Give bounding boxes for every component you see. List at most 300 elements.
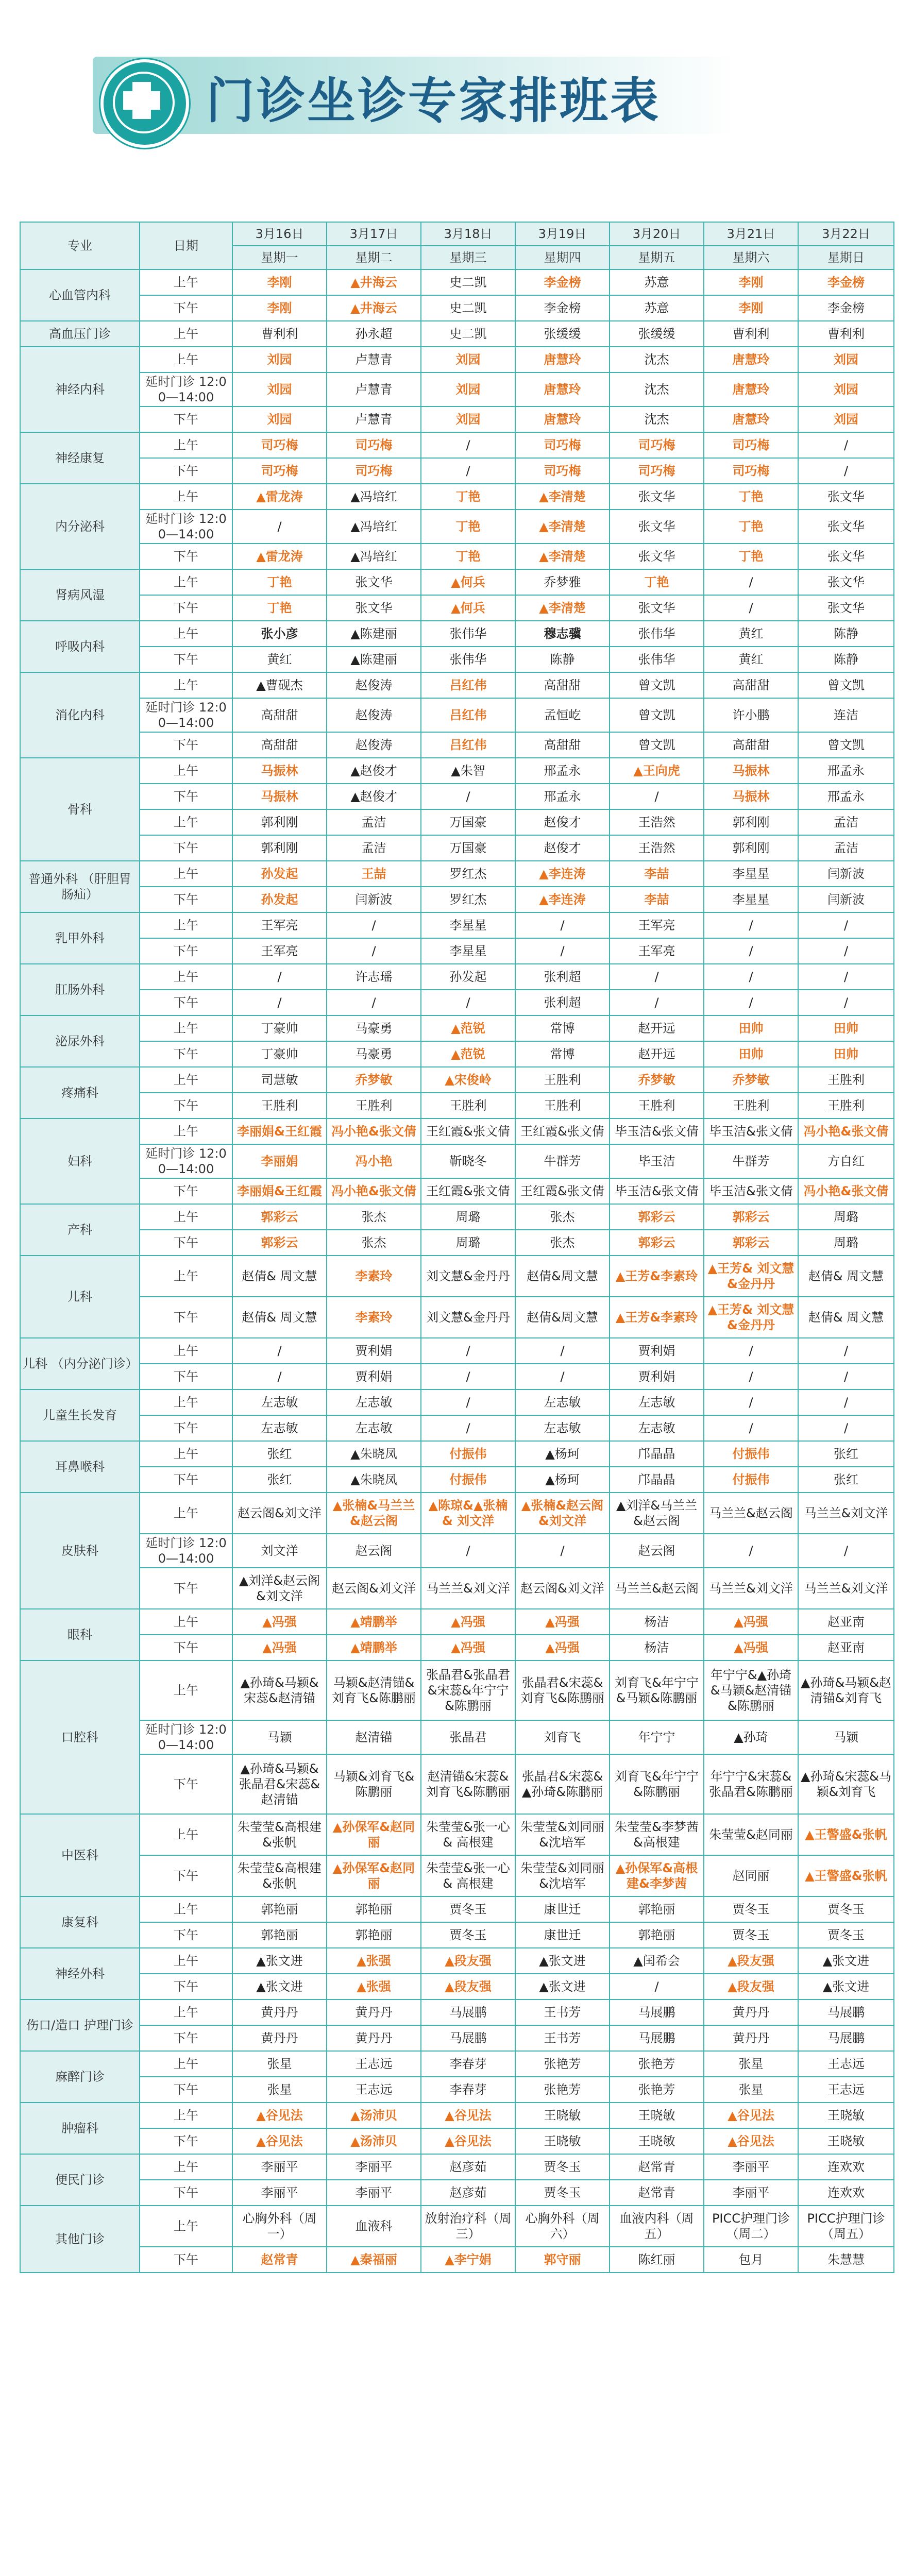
doctor-cell: 吕红伟 (421, 672, 515, 698)
doctor-cell: 付振伟 (704, 1441, 798, 1467)
doctor-cell: ▲张文进 (515, 1974, 610, 1999)
doctor-cell: 司巧梅 (232, 458, 327, 484)
doctor-cell: 赵俊才 (515, 835, 610, 861)
doctor-cell: 卢慧青 (327, 347, 421, 372)
slot-cell: 上午 (140, 321, 232, 347)
doctor-cell: 卢慧青 (327, 372, 421, 406)
doctor-cell: 李春芽 (421, 2051, 515, 2077)
doctor-cell: 唐慧玲 (515, 372, 610, 406)
doctor-cell: 赵倩& 周文慧 (232, 1256, 327, 1297)
doctor-cell: 黄红 (704, 647, 798, 672)
table-row (20, 672, 894, 698)
slot-cell: 上午 (140, 964, 232, 990)
slot-cell: 下午 (140, 990, 232, 1015)
doctor-cell: 郭彩云 (704, 1204, 798, 1230)
doctor-cell: ▲靖鹏举 (327, 1609, 421, 1635)
doctor-cell: / (421, 1415, 515, 1441)
doctor-cell: ▲段友强 (421, 1974, 515, 1999)
doctor-cell: 冯小艳&张文倩 (798, 1118, 894, 1144)
doctor-cell: 赵开远 (610, 1015, 704, 1041)
doctor-cell: 王军亮 (610, 938, 704, 964)
doctor-cell: ▲冯强 (421, 1635, 515, 1660)
table-row (20, 269, 894, 295)
doctor-cell: 赵倩&周文慧 (515, 1256, 610, 1297)
doctor-cell: 马展鹏 (421, 1999, 515, 2025)
doctor-cell: 沈杰 (610, 372, 704, 406)
doctor-cell: 毕玉洁&张文倩 (704, 1178, 798, 1204)
doctor-cell: ▲井海云 (327, 269, 421, 295)
doctor-cell: 赵俊涛 (327, 732, 421, 758)
doctor-cell: 赵清锚 (327, 1720, 421, 1754)
doctor-cell: 黄丹丹 (232, 1999, 327, 2025)
slot-cell: 下午 (140, 1855, 232, 1896)
doctor-cell: ▲王芳&李素玲 (610, 1256, 704, 1297)
doctor-cell: 血液科 (327, 2206, 421, 2247)
doctor-cell: 赵云阁&刘文洋 (327, 1568, 421, 1609)
doctor-cell: / (515, 938, 610, 964)
doctor-cell: 马兰兰&刘文洋 (421, 1568, 515, 1609)
slot-cell: 上午 (140, 1441, 232, 1467)
doctor-cell: 郭守丽 (515, 2247, 610, 2273)
doctor-cell: ▲张文进 (798, 1948, 894, 1974)
table-row (20, 698, 894, 732)
slot-cell: 下午 (140, 887, 232, 912)
doctor-cell: 马兰兰&刘文洋 (704, 1568, 798, 1609)
doctor-cell: ▲张楠&马兰兰&赵云阁 (327, 1493, 421, 1534)
table-row (20, 2154, 894, 2180)
doctor-cell: ▲孙琦&马颖&宋蕊&赵清锚 (232, 1660, 327, 1720)
doctor-cell: 李金榜 (515, 295, 610, 321)
doctor-cell: 高甜甜 (704, 732, 798, 758)
doctor-cell: 赵彦茹 (421, 2154, 515, 2180)
doctor-cell: 丁艳 (421, 544, 515, 569)
doctor-cell: 郭艳丽 (327, 1896, 421, 1922)
slot-cell: 下午 (140, 1364, 232, 1389)
doctor-cell: 李丽娟 (232, 1144, 327, 1178)
doctor-cell: 吕红伟 (421, 732, 515, 758)
slot-cell: 下午 (140, 2247, 232, 2273)
table-row (20, 2025, 894, 2051)
doctor-cell: / (421, 990, 515, 1015)
dept-cell: 泌尿外科 (20, 1015, 140, 1067)
doctor-cell: / (704, 990, 798, 1015)
doctor-cell: / (798, 432, 894, 458)
doctor-cell: ▲孙琦&马颖&张晶君&宋蕊&赵清锚 (232, 1754, 327, 1814)
doctor-cell: 赵常青 (232, 2247, 327, 2273)
doctor-cell: / (704, 1364, 798, 1389)
slot-cell: 下午 (140, 2180, 232, 2206)
slot-cell: 上午 (140, 1204, 232, 1230)
doctor-cell: ▲何兵 (421, 595, 515, 621)
doctor-cell: 左志敏 (327, 1389, 421, 1415)
doctor-cell: ▲宋俊岭 (421, 1067, 515, 1093)
doctor-cell: 丁艳 (704, 544, 798, 569)
slot-cell: 上午 (140, 1338, 232, 1364)
doctor-cell: / (515, 1364, 610, 1389)
doctor-cell: 张文华 (798, 484, 894, 510)
table-row (20, 2247, 894, 2273)
dept-cell: 神经外科 (20, 1948, 140, 1999)
doctor-cell: ▲冯培红 (327, 510, 421, 544)
doctor-cell: 朱莹莹&赵同丽 (704, 1814, 798, 1855)
doctor-cell: 张文华 (798, 510, 894, 544)
weekday-cell: 星期五 (610, 246, 704, 269)
doctor-cell: ▲段友强 (704, 1974, 798, 1999)
doctor-cell: 张星 (704, 2051, 798, 2077)
doctor-cell: 刘育飞&年宁宁&马颖&陈鹏丽 (610, 1660, 704, 1720)
slot-cell: 上午 (140, 1609, 232, 1635)
doctor-cell: 张红 (798, 1467, 894, 1493)
doctor-cell: 马颖 (798, 1720, 894, 1754)
doctor-cell: 年宁宁&▲孙琦&马颖&赵清锚&陈鹏丽 (704, 1660, 798, 1720)
slot-cell: 下午 (140, 595, 232, 621)
table-row (20, 2180, 894, 2206)
doctor-cell: ▲王警盛&张帆 (798, 1814, 894, 1855)
table-row (20, 1230, 894, 1256)
doctor-cell: 贾利娟 (610, 1338, 704, 1364)
doctor-cell: / (704, 964, 798, 990)
doctor-cell: 周璐 (421, 1230, 515, 1256)
doctor-cell: ▲井海云 (327, 295, 421, 321)
doctor-cell: 孟洁 (798, 835, 894, 861)
doctor-cell: 冯小艳&张文倩 (327, 1178, 421, 1204)
doctor-cell: ▲冯培红 (327, 544, 421, 569)
doctor-cell: ▲范锐 (421, 1015, 515, 1041)
doctor-cell: 付振伟 (704, 1467, 798, 1493)
dept-cell: 肛肠外科 (20, 964, 140, 1015)
doctor-cell: ▲陈建丽 (327, 647, 421, 672)
doctor-cell: ▲孙琦 (704, 1720, 798, 1754)
date-cell: 3月19日 (515, 222, 610, 246)
dept-cell: 儿科 (20, 1256, 140, 1338)
doctor-cell: 张杰 (327, 1204, 421, 1230)
slot-cell: 下午 (140, 1568, 232, 1609)
doctor-cell: / (232, 1338, 327, 1364)
doctor-cell: 闫新波 (798, 861, 894, 887)
doctor-cell: 高甜甜 (704, 672, 798, 698)
slot-cell: 下午 (140, 1415, 232, 1441)
doctor-cell: 李丽平 (327, 2154, 421, 2180)
doctor-cell: 李丽平 (232, 2180, 327, 2206)
date-cell: 3月20日 (610, 222, 704, 246)
doctor-cell: 孙发起 (421, 964, 515, 990)
doctor-cell: 苏意 (610, 269, 704, 295)
doctor-cell: ▲王警盛&张帆 (798, 1855, 894, 1896)
doctor-cell: ▲王芳& 刘文慧&金丹丹 (704, 1297, 798, 1338)
doctor-cell: 郭利刚 (704, 809, 798, 835)
table-row (20, 1389, 894, 1415)
doctor-cell: 司巧梅 (327, 458, 421, 484)
doctor-cell: 陈静 (798, 647, 894, 672)
doctor-cell: 唐慧玲 (704, 372, 798, 406)
doctor-cell: ▲范锐 (421, 1041, 515, 1067)
doctor-cell: ▲张文进 (232, 1974, 327, 1999)
doctor-cell: ▲曹砚杰 (232, 672, 327, 698)
table-row (20, 1204, 894, 1230)
dept-cell: 麻醉门诊 (20, 2051, 140, 2103)
doctor-cell: 李星星 (421, 912, 515, 938)
schedule-table-wrap (20, 222, 893, 2273)
doctor-cell: ▲雷龙涛 (232, 544, 327, 569)
doctor-cell: 张文华 (610, 510, 704, 544)
table-row (20, 1896, 894, 1922)
dept-cell: 儿科 （内分泌门诊） (20, 1338, 140, 1389)
doctor-cell: 曾文凯 (610, 698, 704, 732)
doctor-cell: 高甜甜 (232, 698, 327, 732)
table-row (20, 1568, 894, 1609)
doctor-cell: 陈静 (515, 647, 610, 672)
doctor-cell: ▲王芳&李素玲 (610, 1297, 704, 1338)
doctor-cell: 连欢欢 (798, 2154, 894, 2180)
doctor-cell: 付振伟 (421, 1441, 515, 1467)
slot-cell: 上午 (140, 1948, 232, 1974)
slot-cell: 下午 (140, 1178, 232, 1204)
slot-cell: 上午 (140, 672, 232, 698)
doctor-cell: 王书芳 (515, 1999, 610, 2025)
table-row (20, 1256, 894, 1297)
dept-cell: 高血压门诊 (20, 321, 140, 347)
table-row (20, 2077, 894, 2103)
doctor-cell: 王胜利 (798, 1067, 894, 1093)
slot-cell: 延时门诊 12:00—14:00 (140, 1144, 232, 1178)
slot-cell: 下午 (140, 1635, 232, 1660)
slot-cell: 下午 (140, 1041, 232, 1067)
doctor-cell: 吕红伟 (421, 698, 515, 732)
table-row (20, 1660, 894, 1720)
doctor-cell: 冯小艳&张文倩 (327, 1118, 421, 1144)
doctor-cell: / (327, 990, 421, 1015)
doctor-cell: 张伟华 (610, 621, 704, 647)
dept-cell: 中医科 (20, 1814, 140, 1896)
doctor-cell: 孟洁 (327, 835, 421, 861)
doctor-cell: ▲李清楚 (515, 544, 610, 569)
doctor-cell: 马豪勇 (327, 1015, 421, 1041)
doctor-cell: 赵云阁 (610, 1534, 704, 1568)
header-date: 日期 (140, 222, 232, 269)
table-row (20, 1144, 894, 1178)
slot-cell: 上午 (140, 1067, 232, 1093)
doctor-cell: 孟洁 (327, 809, 421, 835)
doctor-cell: 刘育飞 (515, 1720, 610, 1754)
slot-cell: 上午 (140, 2154, 232, 2180)
doctor-cell: ▲孙琦&宋蕊&马颖&刘育飞 (798, 1754, 894, 1814)
slot-cell: 上午 (140, 1015, 232, 1041)
table-row (20, 2051, 894, 2077)
doctor-cell: 张文华 (327, 569, 421, 595)
doctor-cell: 刘园 (232, 347, 327, 372)
doctor-cell: ▲朱晓凤 (327, 1441, 421, 1467)
table-row (20, 1493, 894, 1534)
doctor-cell: 赵俊涛 (327, 672, 421, 698)
slot-cell: 上午 (140, 347, 232, 372)
doctor-cell: 马兰兰&赵云阁 (610, 1568, 704, 1609)
doctor-cell: ▲陈琼&▲张楠& 刘文洋 (421, 1493, 515, 1534)
table-row (20, 1609, 894, 1635)
doctor-cell: 年宁宁 (610, 1720, 704, 1754)
doctor-cell: / (515, 912, 610, 938)
doctor-cell: 赵倩&周文慧 (515, 1297, 610, 1338)
doctor-cell: 靳晓冬 (421, 1144, 515, 1178)
doctor-cell: / (610, 1974, 704, 1999)
date-cell: 3月22日 (798, 222, 894, 246)
doctor-cell: 司巧梅 (515, 432, 610, 458)
doctor-cell: ▲何兵 (421, 569, 515, 595)
doctor-cell: 贾冬玉 (798, 1922, 894, 1948)
doctor-cell: 贾冬玉 (704, 1922, 798, 1948)
doctor-cell: 张红 (232, 1441, 327, 1467)
slot-cell: 下午 (140, 1467, 232, 1493)
doctor-cell: 王胜利 (421, 1093, 515, 1118)
doctor-cell: 张晶君&张晶君&宋蕊&年宁宁&陈鹏丽 (421, 1660, 515, 1720)
doctor-cell: / (798, 1364, 894, 1389)
doctor-cell: PICC护理门诊（周五） (798, 2206, 894, 2247)
doctor-cell: 刘文洋 (232, 1534, 327, 1568)
doctor-cell: 贾利娟 (327, 1364, 421, 1389)
doctor-cell: 郭利刚 (704, 835, 798, 861)
doctor-cell: 张利超 (515, 990, 610, 1015)
doctor-cell: 赵亚南 (798, 1609, 894, 1635)
doctor-cell: 张星 (232, 2077, 327, 2103)
table-row (20, 295, 894, 321)
slot-cell: 上午 (140, 1118, 232, 1144)
doctor-cell: ▲雷龙涛 (232, 484, 327, 510)
slot-cell: 上午 (140, 2103, 232, 2128)
doctor-cell: 孙永超 (327, 321, 421, 347)
slot-cell: 上午 (140, 912, 232, 938)
slot-cell: 下午 (140, 1093, 232, 1118)
doctor-cell: 郭艳丽 (327, 1922, 421, 1948)
table-row (20, 732, 894, 758)
doctor-cell: ▲李连涛 (515, 861, 610, 887)
doctor-cell: / (421, 432, 515, 458)
doctor-cell: ▲冯培红 (327, 484, 421, 510)
doctor-cell: ▲段友强 (421, 1948, 515, 1974)
doctor-cell: 刘育飞&年宁宁&陈鹏丽 (610, 1754, 704, 1814)
table-row (20, 1999, 894, 2025)
doctor-cell: ▲张文进 (798, 1974, 894, 1999)
slot-cell: 延时门诊 12:00—14:00 (140, 510, 232, 544)
doctor-cell: 刘园 (798, 347, 894, 372)
doctor-cell: 司巧梅 (610, 458, 704, 484)
weekday-cell: 星期一 (232, 246, 327, 269)
doctor-cell: 曾文凯 (610, 732, 704, 758)
doctor-cell: 高甜甜 (515, 732, 610, 758)
doctor-cell: 王喆 (327, 861, 421, 887)
doctor-cell: 郭彩云 (232, 1230, 327, 1256)
doctor-cell: 张艳芳 (515, 2051, 610, 2077)
doctor-cell: 马颖 (232, 1720, 327, 1754)
doctor-cell: 王志远 (798, 2077, 894, 2103)
doctor-cell: 张晶君&宋蕊&刘育飞&陈鹏丽 (515, 1660, 610, 1720)
table-row (20, 621, 894, 647)
dept-cell: 疼痛科 (20, 1067, 140, 1118)
weekday-cell: 星期日 (798, 246, 894, 269)
table-row (20, 938, 894, 964)
doctor-cell: / (704, 938, 798, 964)
doctor-cell: / (232, 990, 327, 1015)
doctor-cell: 李金榜 (798, 269, 894, 295)
slot-cell: 延时门诊 12:00—14:00 (140, 698, 232, 732)
doctor-cell: 马振林 (232, 784, 327, 809)
doctor-cell: 左志敏 (327, 1415, 421, 1441)
date-cell: 3月16日 (232, 222, 327, 246)
doctor-cell: 赵云阁&刘文洋 (515, 1568, 610, 1609)
doctor-cell: 赵清锚&宋蕊&刘育飞&陈鹏丽 (421, 1754, 515, 1814)
doctor-cell: 刘文慧&金丹丹 (421, 1256, 515, 1297)
doctor-cell: 王书芳 (515, 2025, 610, 2051)
doctor-cell: ▲李清楚 (515, 595, 610, 621)
doctor-cell: 闫新波 (327, 887, 421, 912)
doctor-cell: 李喆 (610, 861, 704, 887)
doctor-cell: / (798, 458, 894, 484)
table-row (20, 964, 894, 990)
doctor-cell: / (704, 1415, 798, 1441)
slot-cell: 上午 (140, 1493, 232, 1534)
doctor-cell: 邝晶晶 (610, 1441, 704, 1467)
doctor-cell: ▲刘洋&马兰兰&赵云阁 (610, 1493, 704, 1534)
doctor-cell: 曾文凯 (798, 672, 894, 698)
doctor-cell: ▲谷见法 (704, 2128, 798, 2154)
doctor-cell: ▲陈建丽 (327, 621, 421, 647)
slot-cell: 下午 (140, 732, 232, 758)
doctor-cell: 张文华 (610, 484, 704, 510)
doctor-cell: 李星星 (421, 938, 515, 964)
table-row (20, 1338, 894, 1364)
doctor-cell: 邝晶晶 (610, 1467, 704, 1493)
doctor-cell: ▲谷见法 (232, 2103, 327, 2128)
doctor-cell: / (704, 595, 798, 621)
table-row (20, 758, 894, 784)
doctor-cell: 左志敏 (515, 1415, 610, 1441)
doctor-cell: 陈静 (798, 621, 894, 647)
doctor-cell: 赵俊才 (515, 809, 610, 835)
doctor-cell: 马展鹏 (610, 1999, 704, 2025)
doctor-cell: / (232, 964, 327, 990)
doctor-cell: ▲冯强 (704, 1635, 798, 1660)
doctor-cell: 王胜利 (327, 1093, 421, 1118)
doctor-cell: ▲闰希会 (610, 1948, 704, 1974)
doctor-cell: 王晓敏 (515, 2128, 610, 2154)
doctor-cell: 丁艳 (704, 484, 798, 510)
doctor-cell: 张晶君&宋蕊&▲孙琦&陈鹏丽 (515, 1754, 610, 1814)
table-row (20, 510, 894, 544)
doctor-cell: 郭艳丽 (610, 1896, 704, 1922)
doctor-cell: 张文华 (798, 544, 894, 569)
doctor-cell: 赵开远 (610, 1041, 704, 1067)
table-row (20, 1814, 894, 1855)
doctor-cell: 马兰兰&刘文洋 (798, 1568, 894, 1609)
doctor-cell: 史二凯 (421, 321, 515, 347)
doctor-cell: ▲孙保军&赵同丽 (327, 1855, 421, 1896)
doctor-cell: 司慧敏 (232, 1067, 327, 1093)
doctor-cell: 李金榜 (798, 295, 894, 321)
slot-cell: 下午 (140, 544, 232, 569)
table-row (20, 1720, 894, 1754)
table-row (20, 1635, 894, 1660)
doctor-cell: 张杰 (327, 1230, 421, 1256)
table-row (20, 484, 894, 510)
doctor-cell: / (421, 784, 515, 809)
doctor-cell: 王晓敏 (610, 2128, 704, 2154)
slot-cell: 下午 (140, 1974, 232, 1999)
doctor-cell: 唐慧玲 (515, 406, 610, 432)
doctor-cell: 丁艳 (421, 510, 515, 544)
doctor-cell: 左志敏 (610, 1389, 704, 1415)
dept-cell: 康复科 (20, 1896, 140, 1948)
table-row (20, 1974, 894, 1999)
table-row (20, 1067, 894, 1093)
date-cell: 3月17日 (327, 222, 421, 246)
